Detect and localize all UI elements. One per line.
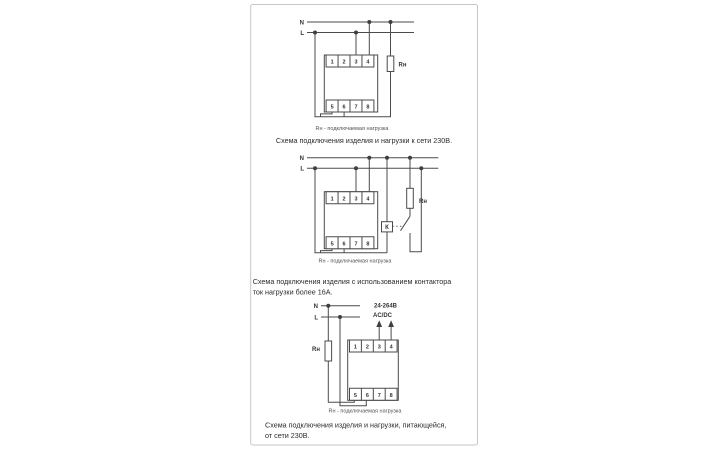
d3-terminal-1: 1 [353, 344, 357, 351]
d3-terminal-8: 8 [389, 393, 393, 399]
d2-terminal-6: 6 [342, 241, 346, 248]
d3-terminal-6: 6 [365, 393, 369, 399]
d3-supply-voltage-label: 24-264В [373, 303, 398, 310]
d2-dot-n-coil [385, 156, 389, 160]
d3-n-label: N [313, 304, 318, 310]
d2-terminal-7: 7 [354, 241, 358, 248]
d3-caption-line2: от сети 230В. [265, 431, 310, 440]
d3-dot-n-load [326, 304, 330, 308]
d3-l-label: L [314, 315, 318, 322]
d2-terminal-8: 8 [366, 241, 370, 248]
d3-caption-line1: Схема подключения изделия и нагрузки, питающейся, [265, 420, 447, 430]
d2-terminal-3: 3 [354, 196, 358, 203]
d1-terminal-1: 1 [330, 59, 334, 66]
d2-dot-n-terminal4 [367, 156, 371, 160]
d2-load-resistor [407, 188, 414, 208]
d1-dot-n-load [389, 20, 393, 24]
d2-terminal-5: 5 [330, 241, 334, 248]
d2-caption-line2: ток нагрузки более 16А. [252, 287, 333, 297]
d2-contactor-label: К [385, 225, 389, 232]
d2-caption-line1: Схема подключения изделия с использованием контактора [252, 277, 452, 286]
d2-dot-l-contact-return [419, 166, 423, 170]
d1-terminal-7: 7 [354, 104, 358, 111]
d1-load-label: Rн [398, 62, 407, 69]
d1-dot-l-terminal3 [354, 31, 358, 35]
d3-load-note: Rн - подключаемая нагрузка [328, 408, 402, 415]
d3-terminal-7: 7 [377, 393, 381, 399]
d1-terminal-2: 2 [342, 59, 346, 66]
d2-terminal-2: 2 [342, 196, 346, 203]
d2-n-label: N [299, 156, 304, 162]
d2-load-label: Rн [419, 199, 427, 205]
d3-load-resistor [325, 341, 332, 361]
d3-terminal-4: 4 [389, 344, 393, 351]
d1-dot-n-terminal4 [367, 20, 371, 24]
d3-dot-l-terminal6 [338, 315, 342, 319]
d3-terminal-3: 3 [377, 344, 381, 351]
d1-terminal-6: 6 [342, 104, 346, 111]
d1-caption: Схема подключения изделия и нагрузки к сети 230В. [275, 136, 453, 145]
d2-dot-l-terminal3 [354, 166, 358, 170]
d2-l-label: L [300, 166, 304, 173]
d3-supply-acdc-label: AC/DC [373, 313, 392, 320]
d1-dot-l-left [313, 31, 317, 35]
d3-terminal-2: 2 [365, 344, 369, 351]
d2-load-note: Rн - подключаемая нагрузка [318, 258, 392, 265]
d1-load-note: Rн - подключаемая нагрузка [315, 126, 389, 132]
d1-l-label: L [300, 30, 304, 37]
d2-terminal-4: 4 [366, 196, 370, 203]
d3-load-label: Rн [312, 346, 320, 353]
d3-terminal-5: 5 [353, 393, 357, 399]
d1-terminal-4: 4 [366, 59, 370, 66]
d2-terminal-1: 1 [330, 196, 334, 203]
d2-dot-n-load [408, 156, 412, 160]
d1-terminal-3: 3 [354, 59, 358, 66]
d1-terminal-5: 5 [330, 104, 334, 111]
d1-n-label: N [299, 20, 304, 27]
d1-load-resistor [387, 56, 394, 72]
d2-dot-l-left [313, 166, 317, 170]
d1-terminal-8: 8 [366, 104, 370, 111]
